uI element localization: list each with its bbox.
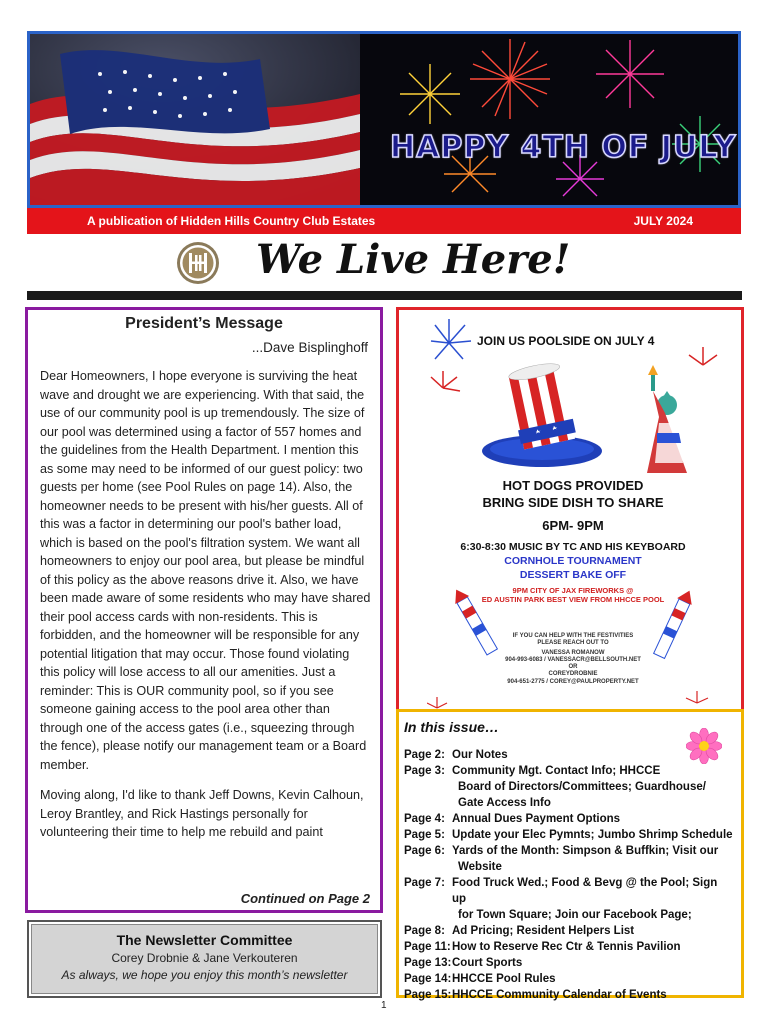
message-paragraph: Dear Homeowners, I hope everyone is surviving the heat wave and drought we are experiencing. With that said, the use of our community pool is up tremendously. The size of our pool was determined using a factor of 557 homes and the guidelines from the Health Department. I mention this as some may need to be informed of our guest policy: two guests per home (see Pool Rules on page 14). Also, the homeowner needs to be present with his/her guests. All of this was a factor in determining our pool's bather load, which is based on the pool's filtration system. We want all homeowners to enjoy our pool area, but please be mindful of this policy as the above reasons drive it. Also, we have been made aware of some residents who may have shared their pool access cards with non-residents. This is forbidden, and the homeowner will be responsible for any potential litigation that may occur. Those found violating this policy will lose access to all our amenities. Just a reminder: This is OUR community pool, so if you see someone gaining access to the pool area other than through one of the access gates (i.e., squeezing through the fence), please notify our management team or a Board member.	[40, 369, 371, 772]
hh-monogram-icon	[176, 241, 220, 285]
flyer-fireworks: 9PM CITY OF JAX FIREWORKS @	[512, 586, 634, 595]
presidents-message-box	[25, 307, 383, 913]
issue-item: Page 3: Community Mgt. Contact Info; HHCCE Board of Directors/Committees; Guardhouse/ Gate Access Info	[404, 765, 706, 809]
issue-item: Page 14: HHCCE Pool Rules	[404, 973, 556, 985]
banner-headline: HAPPY 4TH OF JULY	[390, 130, 737, 165]
in-this-issue-box	[396, 709, 744, 1001]
flyer-contact: VANESSA ROMANOW	[541, 650, 605, 656]
fireworks-image	[360, 34, 738, 205]
message-paragraph: Moving along, I'd like to thank Jeff Downs, Kevin Calhoun, Leroy Brantley, and Rick Hastings personally for volunteering their time to help me rebuild and paint	[40, 788, 364, 839]
page-number: 1	[381, 1000, 387, 1011]
issue-item: Page 7: Food Truck Wed.; Food & Bevg @ the Pool; Sign up for Town Square; Join our Facebook Page;	[404, 877, 718, 921]
masthead-rule	[27, 291, 742, 300]
flyer-contact: 904-993-6083 / VANESSACR@BELLSOUTH.NET	[505, 657, 641, 663]
issue-item: Page 8: Ad Pricing; Resident Helpers List	[404, 925, 635, 937]
committee-names: Corey Drobnie & Jane Verkouteren	[111, 951, 298, 965]
publication-bar	[27, 208, 741, 234]
presidents-message-body	[40, 367, 372, 854]
issue-item: Page 11: How to Reserve Rec Ctr & Tennis Pavilion	[404, 941, 681, 953]
flyer-contact: 904-651-2775 / COREY@PAULPROPERTY.NET	[507, 679, 639, 685]
flyer-contact: OR	[568, 664, 578, 670]
flyer-hotdogs: HOT DOGS PROVIDED	[502, 478, 644, 493]
issue-item: Page 13: Court Sports	[404, 957, 523, 969]
issue-date: JULY 2024	[633, 214, 693, 228]
issue-item: Page 6: Yards of the Month: Simpson & Buffkin; Visit our Website	[404, 845, 719, 873]
flyer-help: IF YOU CAN HELP WITH THE FESTIVITIES	[512, 633, 634, 639]
flyer-side-dish: BRING SIDE DISH TO SHARE	[482, 495, 664, 510]
publication-line: A publication of Hidden Hills Country Club Estates	[87, 214, 376, 228]
issue-item: Page 15: HHCCE Community Calendar of Events	[404, 989, 667, 1001]
flyer-fireworks: ED AUSTIN PARK BEST VIEW FROM HHCCE POOL	[481, 595, 665, 604]
flyer-contact: COREYDROBNIE	[548, 671, 598, 677]
flyer-help: PLEASE REACH OUT TO	[537, 640, 609, 646]
issue-list	[404, 747, 734, 1003]
committee-note: As always, we hope you enjoy this month’s newsletter	[61, 968, 348, 982]
issue-item: Page 2: Our Notes	[404, 749, 508, 761]
poolside-flyer	[427, 313, 719, 726]
flyer-music: 6:30-8:30 MUSIC BY TC AND HIS KEYBOARD	[460, 541, 686, 553]
flyer-cornhole: CORNHOLE TOURNAMENT	[504, 555, 642, 567]
masthead-title: We Live Here!	[256, 236, 571, 283]
american-flag-image	[30, 34, 360, 205]
poolside-flyer-frame	[396, 307, 744, 732]
issue-item: Page 5: Update your Elec Pymnts; Jumbo Shrimp Schedule	[404, 829, 733, 841]
committee-title: The Newsletter Committee	[116, 932, 293, 948]
continued-link: Continued on Page 2	[240, 891, 370, 906]
flyer-title: JOIN US POOLSIDE ON JULY 4	[477, 334, 655, 348]
presidents-message-author: ...Dave Bisplinghoff	[251, 340, 368, 355]
header-banner	[27, 31, 741, 208]
presidents-message-title: President’s Message	[125, 315, 283, 332]
flyer-bake-off: DESSERT BAKE OFF	[519, 569, 627, 581]
flyer-time: 6PM- 9PM	[542, 518, 604, 533]
in-this-issue-title: In this issue…	[404, 719, 499, 735]
newsletter-committee-box	[27, 920, 382, 998]
issue-item: Page 4: Annual Dues Payment Options	[404, 813, 621, 825]
